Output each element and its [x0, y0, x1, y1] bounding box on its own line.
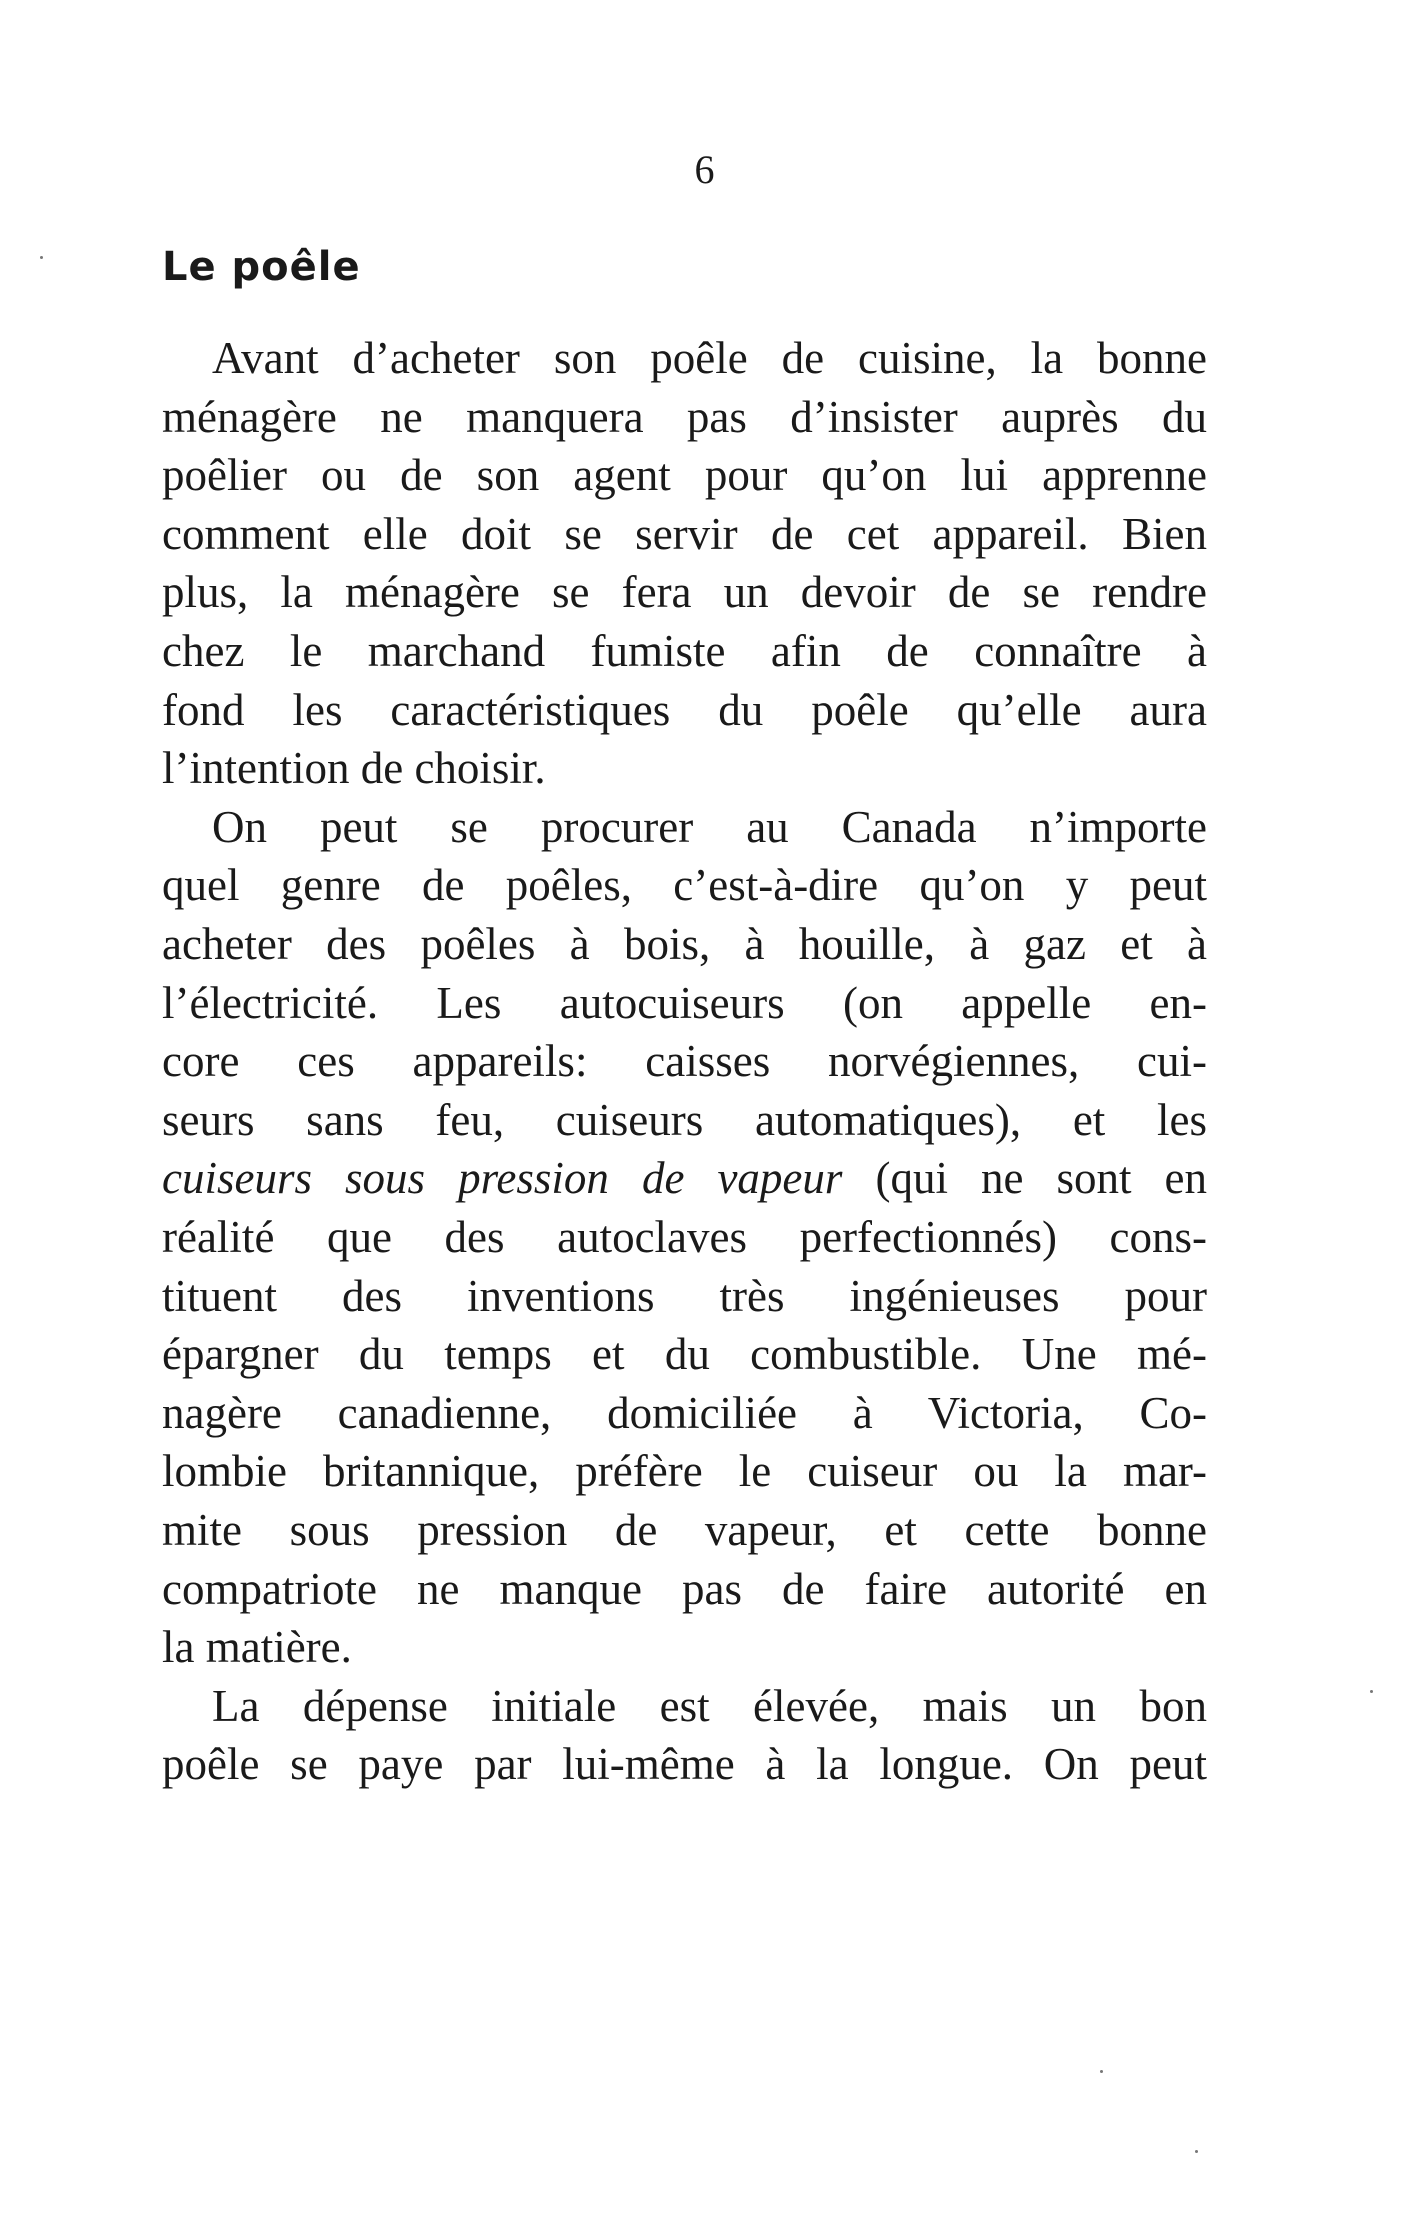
- text-line: réalité que des autoclaves perfectionnés) cons-: [162, 1212, 1207, 1262]
- text-line-rest: (qui ne sont en: [842, 1153, 1207, 1204]
- text-line: seurs sans feu, cuiseurs automatiques), et les: [162, 1094, 1207, 1145]
- page-number: 6: [694, 147, 715, 192]
- text-line: nagère canadienne, domiciliée à Victoria, Co-: [162, 1387, 1207, 1438]
- scan-speck: [1195, 2150, 1198, 2153]
- text-line: ménagère ne manquera pas d’insister auprès du: [162, 391, 1207, 442]
- text-line: poêle se paye par lui-même à la longue. On peut: [162, 1739, 1207, 1790]
- text-line: épargner du temps et du combustible. Une mé-: [162, 1329, 1207, 1380]
- text-line: la matière.: [162, 1622, 352, 1673]
- text-line: compatriote ne manque pas de faire autorité en: [162, 1563, 1207, 1614]
- section-heading: Le poêle: [162, 244, 361, 290]
- text-line: Avant d’acheter son poêle de cuisine, la bonne: [212, 333, 1207, 383]
- text-line: l’intention de choisir.: [162, 743, 546, 794]
- text-line: La dépense initiale est élevée, mais un bon: [212, 1680, 1207, 1731]
- text-line: poêlier ou de son agent pour qu’on lui apprenne: [162, 450, 1207, 501]
- text-line: mite sous pression de vapeur, et cette bonne: [162, 1505, 1207, 1555]
- text-line: [162, 1149, 1207, 1207]
- text-line: tituent des inventions très ingénieuses pour: [162, 1270, 1207, 1321]
- scan-speck: [40, 256, 43, 259]
- scan-speck: [1100, 2070, 1103, 2073]
- text-line: comment elle doit se servir de cet appareil. Bien: [162, 508, 1207, 559]
- text-line: chez le marchand fumiste afin de connaître à: [162, 626, 1207, 676]
- text-line: l’électricité. Les autocuiseurs (on appelle en-: [162, 977, 1207, 1028]
- scan-speck: [1370, 1690, 1373, 1693]
- text-line: core ces appareils: caisses norvégiennes, cui-: [162, 1036, 1207, 1087]
- text-line: plus, la ménagère se fera un devoir de se rendre: [162, 567, 1207, 618]
- text-line: On peut se procurer au Canada n’importe: [212, 801, 1207, 852]
- italic-phrase: cuiseurs sous pression de vapeur: [162, 1153, 843, 1204]
- text-line: fond les caractéristiques du poêle qu’elle aura: [162, 684, 1207, 735]
- text-line: acheter des poêles à bois, à houille, à gaz et à: [162, 919, 1207, 969]
- text-line: lombie britannique, préfère le cuiseur ou la mar-: [162, 1446, 1207, 1497]
- text-line: quel genre de poêles, c’est-à-dire qu’on y peut: [162, 860, 1207, 911]
